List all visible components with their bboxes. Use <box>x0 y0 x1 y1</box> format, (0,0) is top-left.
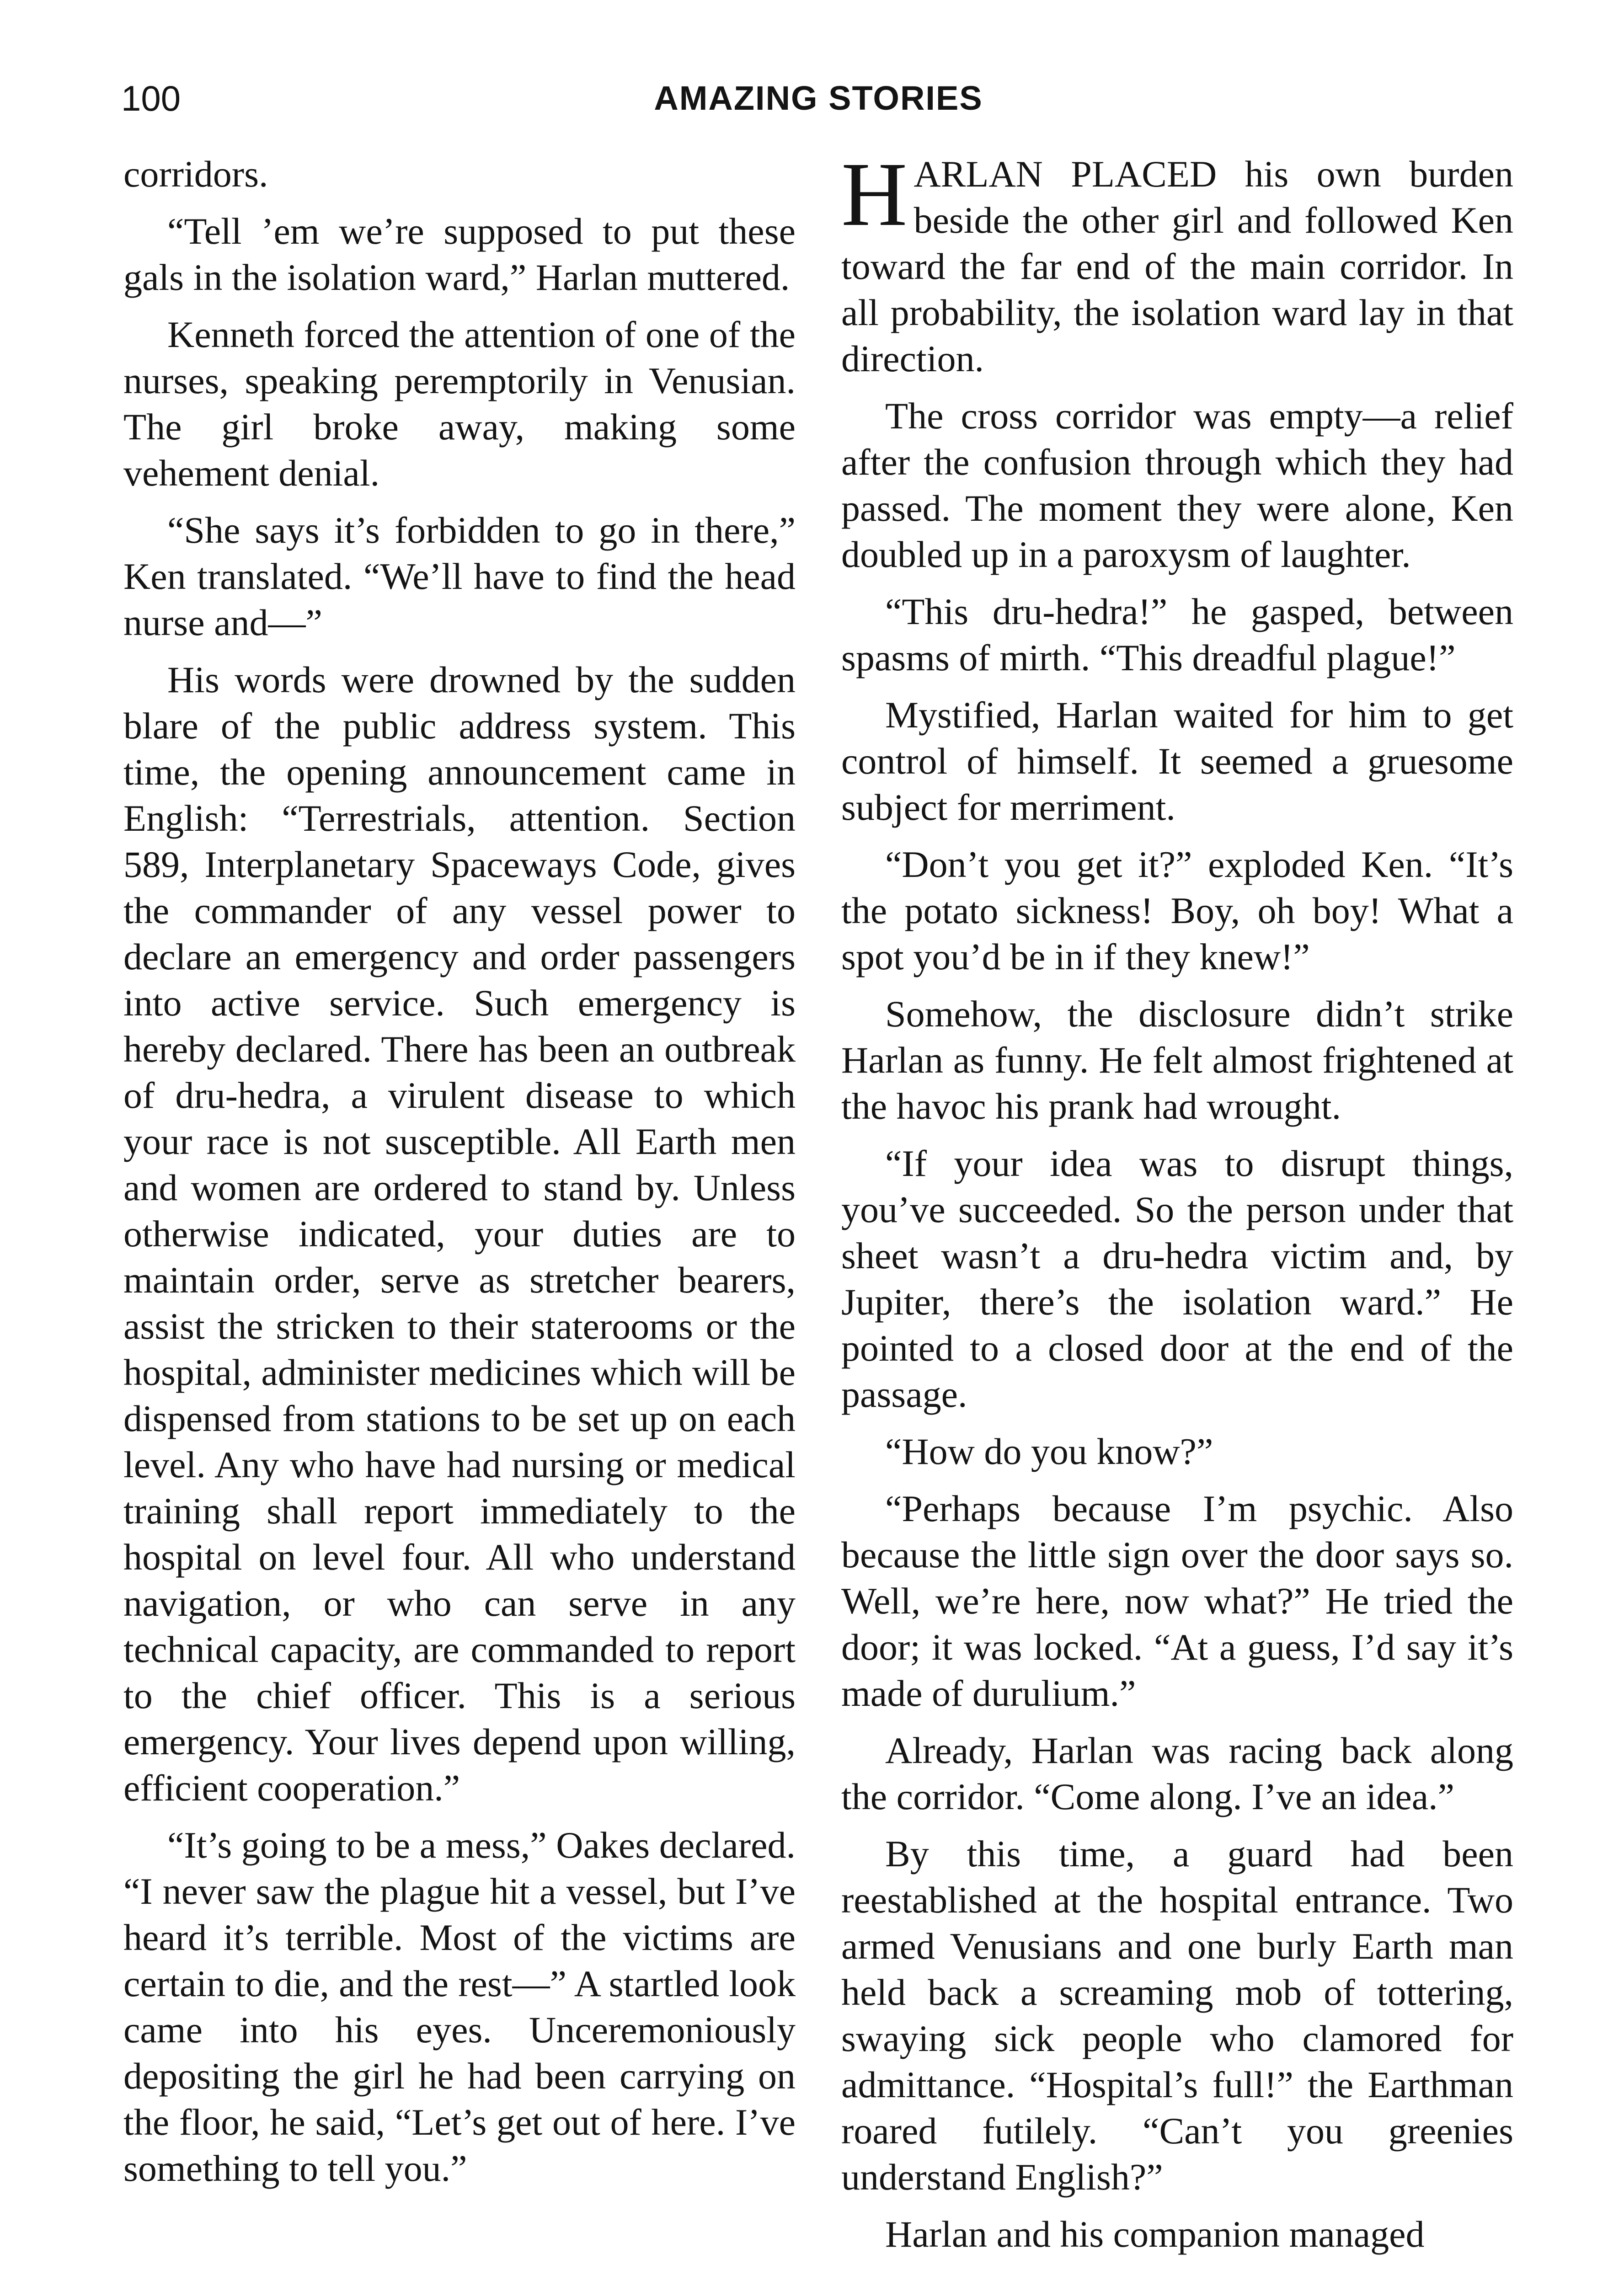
page-header <box>121 69 1516 128</box>
running-title: AMAZING STORIES <box>654 79 983 117</box>
paragraph: “Perhaps because I’m psychic. Also because the little sign over the door says so. Well, we’re here, now what?” He tried the door; it was locked. “At a guess, I’d say it’s made of durulium.” <box>841 1488 1513 1714</box>
paragraph: “How do you know?” <box>885 1431 1213 1472</box>
opening-text: ARLAN PLACED his own burden beside the other girl and followed Ken toward the far end of the main corridor. In all probability, the isolation ward lay in that direction. <box>841 153 1513 379</box>
paragraph: “Don’t you get it?” exploded Ken. “It’s the potato sickness! Boy, oh boy! What a spot you’d be in if they knew!” <box>841 844 1513 977</box>
page-number: 100 <box>121 78 181 118</box>
paragraph: corridors. <box>123 153 268 195</box>
paragraph: Mystified, Harlan waited for him to get control of himself. It seemed a gruesome subject for merriment. <box>841 694 1513 828</box>
paragraph: Already, Harlan was racing back along the corridor. “Come along. I’ve an idea.” <box>841 1730 1513 1817</box>
paragraph: “She says it’s forbidden to go in there,” Ken translated. “We’ll have to find the head nurse and—” <box>123 509 796 643</box>
paragraph: “If your idea was to disrupt things, you’ve succeeded. So the person under that sheet wasn’t a dru-hedra victim and, by Jupiter, there’s the isolation ward.” He pointed to a closed door at the end of the passage. <box>841 1143 1513 1415</box>
paragraph: Kenneth forced the attention of one of the nurses, speaking peremptorily in Venusian. The girl broke away, making some vehement denial. <box>123 314 796 494</box>
paragraph: “Tell ’em we’re supposed to put these gals in the isolation ward,” Harlan muttered. <box>123 210 796 298</box>
paragraph: Somehow, the disclosure didn’t strike Harlan as funny. He felt almost frightened at the havoc his prank had wrought. <box>841 993 1513 1127</box>
paragraph: His words were drowned by the sudden blare of the public address system. This time, the opening announcement came in English: “Terrestrials, attention. Section 589, Interplanetary Spaceways Code, gives the commander of any vessel power to declare an emergency and order passengers into active service. Such emergency is hereby declared. There has been an outbreak of dru-hedra, a virulent disease to which your race is not susceptible. All Earth men and women are ordered to stand by. Unless otherwise indicated, your duties are to maintain order, serve as stretcher bearers, assist the stricken to their staterooms or the hospital, administer medicines which will be dispensed from stations to be set up on each level. Any who have had nursing or medical training shall report immediately to the hospital on level four. All who understand navigation, or who can serve in any technical capacity, are commanded to report to the chief officer. This is a serious emergency. Your lives depend upon willing, efficient cooperation.” <box>123 659 796 1809</box>
opening-paragraph <box>841 144 1513 382</box>
right-column <box>841 144 1513 2268</box>
left-column <box>123 151 796 2202</box>
paragraph: “This dru-hedra!” he gasped, between spasms of mirth. “This dreadful plague!” <box>841 591 1513 678</box>
paragraph: Harlan and his companion managed <box>885 2213 1425 2255</box>
paragraph: By this time, a guard had been reestablished at the hospital entrance. Two armed Venusians and one burly Earth man held back a screaming mob of tottering, swaying sick people who clamored for admittance. “Hospital’s full!” the Earthman roared futilely. “Can’t you greenies understand English?” <box>841 1833 1513 2198</box>
paragraph: “It’s going to be a mess,” Oakes declared. “I never saw the plague hit a vessel, but I’ve heard it’s terrible. Most of the victims are certain to die, and the rest—” A startled look came into his eyes. Unceremoniously depositing the girl he had been carrying on the floor, he said, “Let’s get out of here. I’ve something to tell you.” <box>123 1824 796 2189</box>
drop-cap: H <box>841 144 908 245</box>
paragraph: The cross corridor was empty—a relief after the confusion through which they had passed. The moment they were alone, Ken doubled up in a paroxysm of laughter. <box>841 395 1513 575</box>
